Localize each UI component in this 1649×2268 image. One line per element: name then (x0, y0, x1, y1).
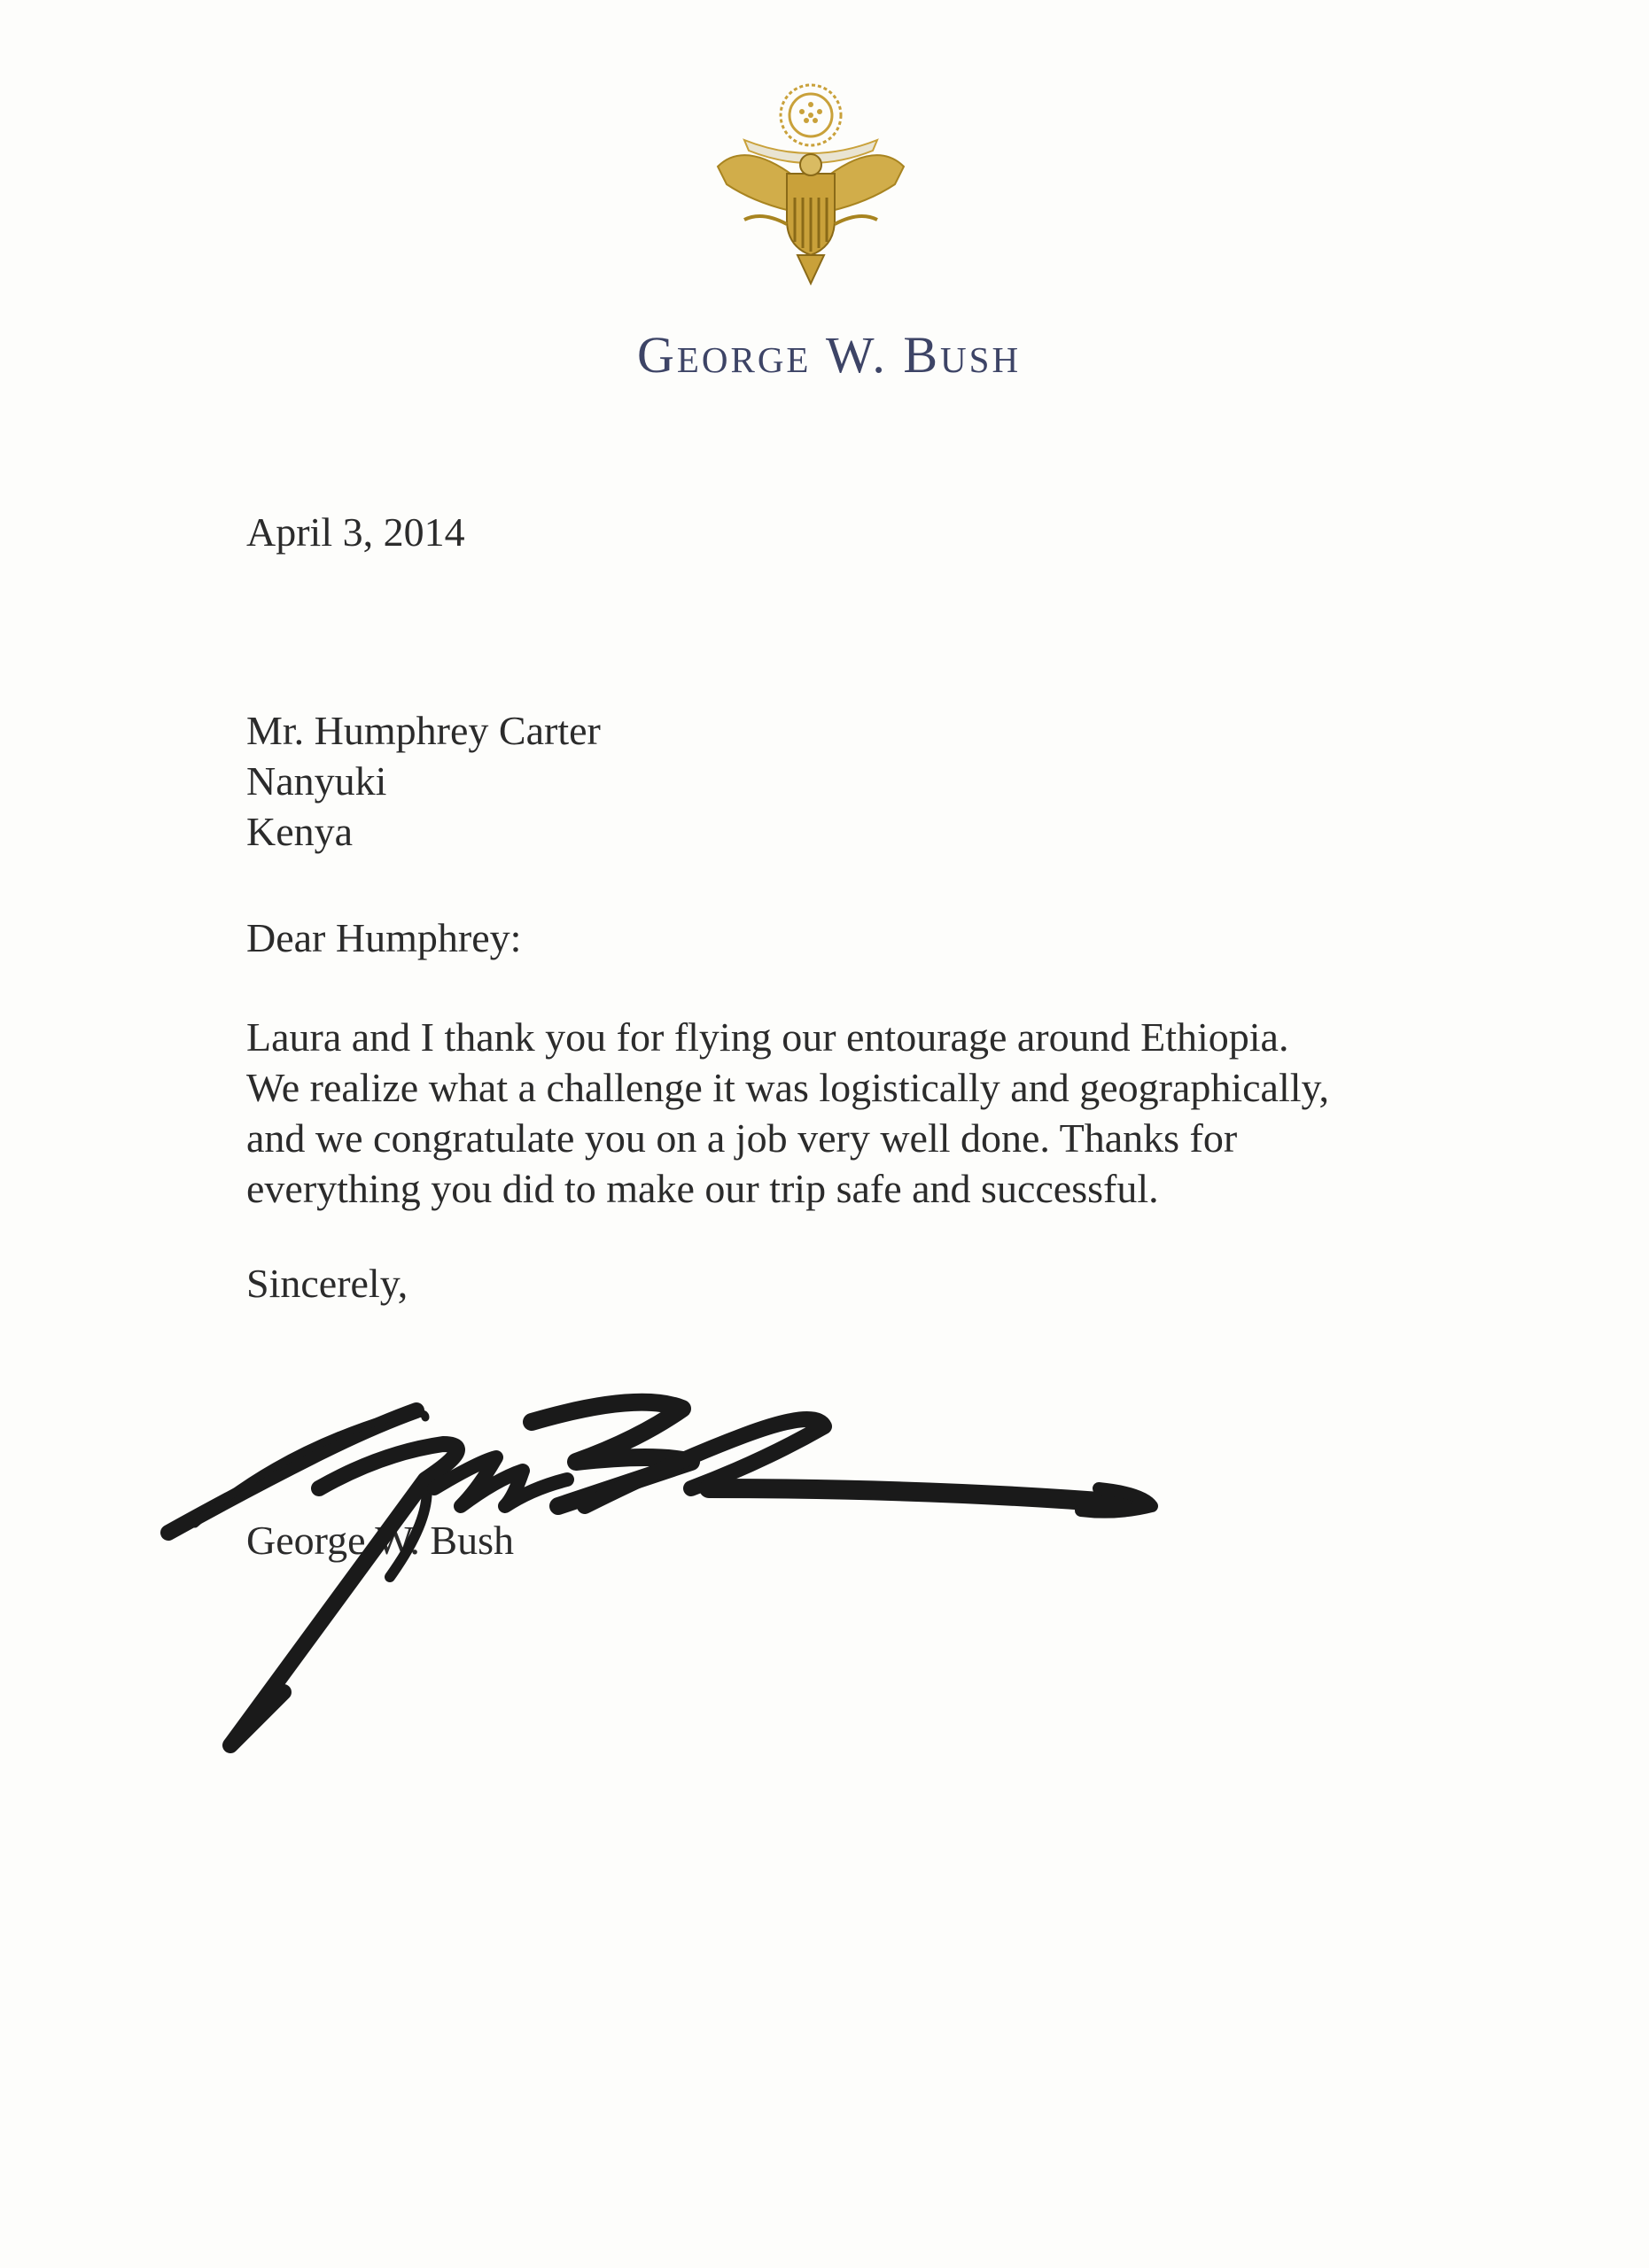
body-line: everything you did to make our trip safe and successful. (246, 1166, 1159, 1211)
recipient-address (246, 705, 601, 857)
body-line: We realize what a challenge it was logistically and geographically, (246, 1065, 1330, 1110)
printed-signer-name: George W. Bush (246, 1518, 514, 1563)
presidential-seal-icon (709, 78, 913, 291)
letter-date: April 3, 2014 (246, 509, 465, 555)
recipient-name: Mr. Humphrey Carter (246, 708, 601, 753)
handwritten-signature-icon (142, 1355, 1241, 1772)
body-line: Laura and I thank you for flying our entourage around Ethiopia. (246, 1014, 1289, 1060)
letter-body (246, 1012, 1329, 1214)
recipient-country: Kenya (246, 809, 354, 854)
closing: Sincerely, (246, 1261, 408, 1306)
salutation: Dear Humphrey: (246, 915, 522, 960)
letterhead-name: George W. Bush (636, 326, 1022, 384)
recipient-city: Nanyuki (246, 758, 387, 804)
body-line: and we congratulate you on a job very well done. Thanks for (246, 1115, 1238, 1161)
